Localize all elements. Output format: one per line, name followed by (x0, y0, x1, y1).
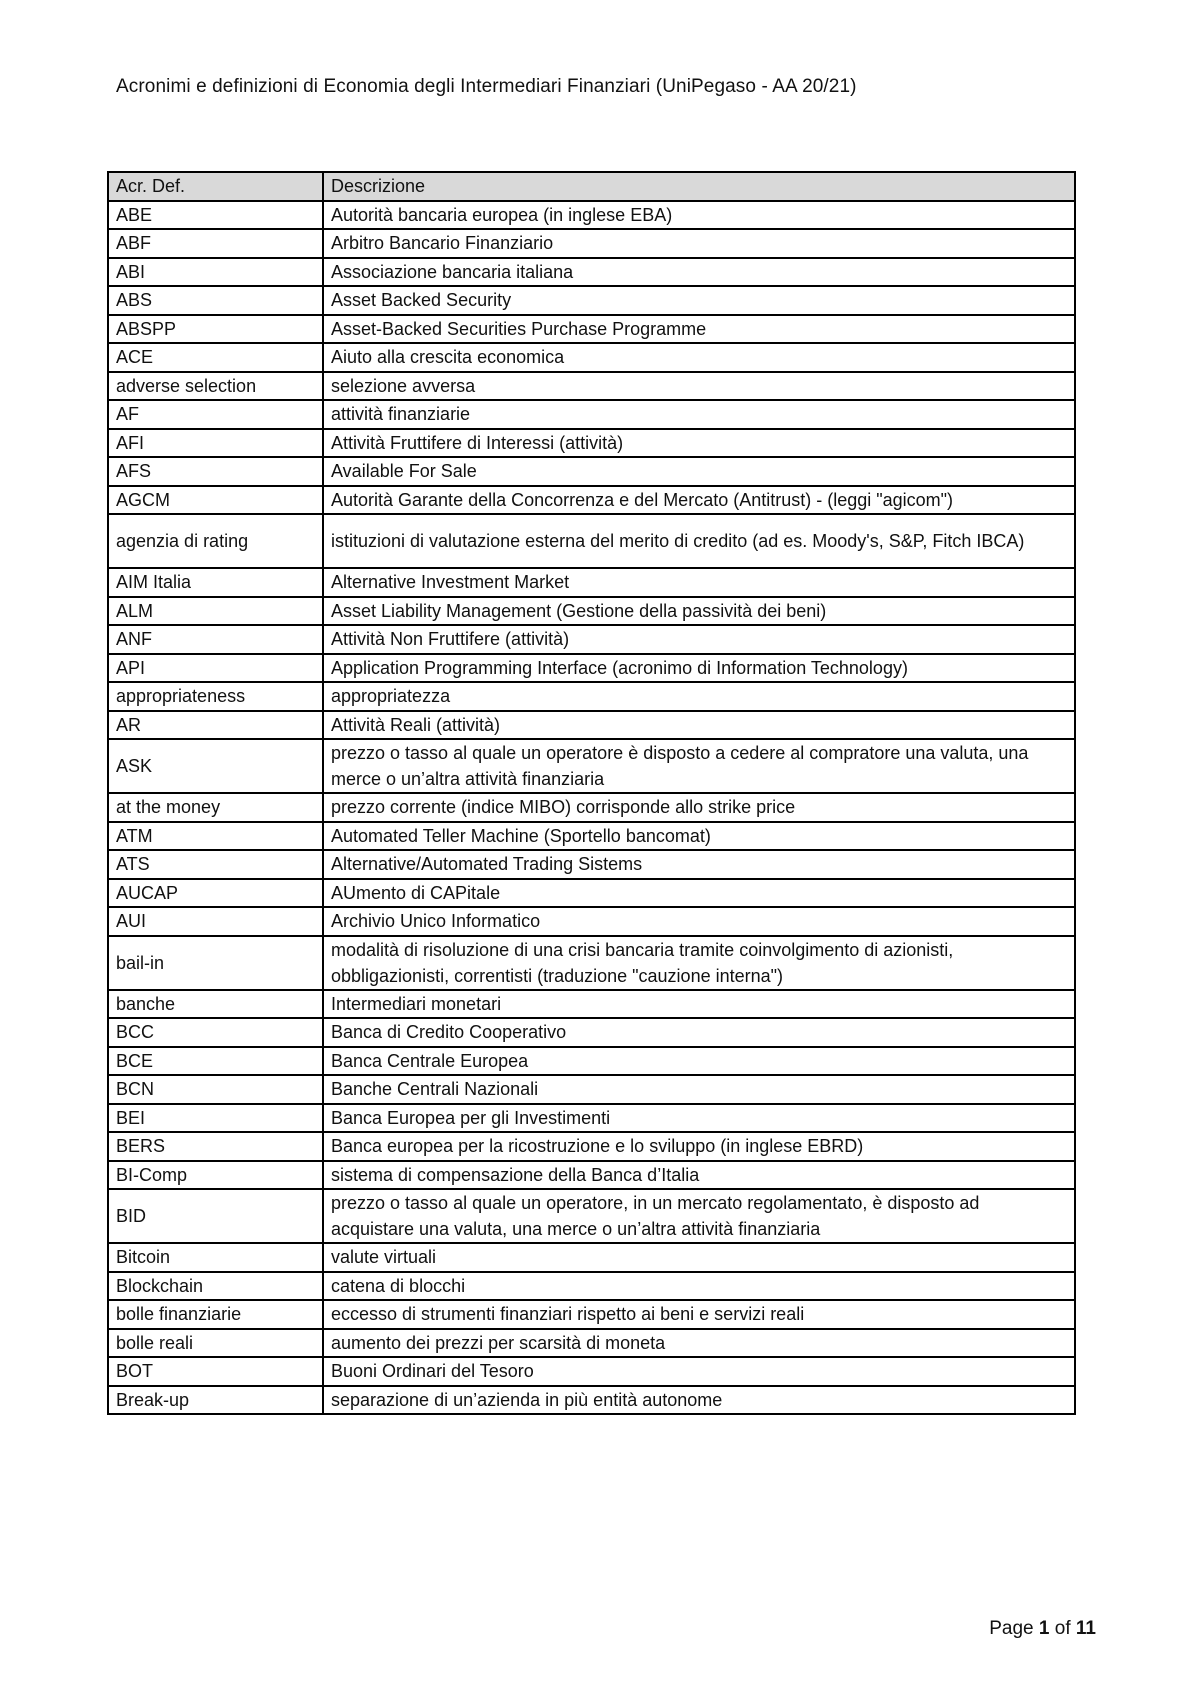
acronym-cell: BI-Comp (108, 1161, 323, 1190)
table-row (108, 682, 1075, 711)
acronym-cell: Break-up (108, 1386, 323, 1415)
table-row (108, 1243, 1075, 1272)
table-row (108, 1272, 1075, 1301)
table-row (108, 568, 1075, 597)
description-cell: Application Programming Interface (acronimo di Information Technology) (323, 654, 1075, 683)
table-row (108, 1386, 1075, 1415)
column-header-description: Descrizione (323, 172, 1075, 201)
acronym-cell: AUI (108, 907, 323, 936)
description-cell: Autorità Garante della Concorrenza e del Mercato (Antitrust) - (leggi "agicom") (323, 486, 1075, 515)
table-row (108, 1357, 1075, 1386)
description-cell: eccesso di strumenti finanziari rispetto ai beni e servizi reali (323, 1300, 1075, 1329)
description-cell: Aiuto alla crescita economica (323, 343, 1075, 372)
table-row (108, 1104, 1075, 1133)
acronym-cell: AFI (108, 429, 323, 458)
acronym-cell: ANF (108, 625, 323, 654)
description-cell: Arbitro Bancario Finanziario (323, 229, 1075, 258)
description-cell: valute virtuali (323, 1243, 1075, 1272)
table-row (108, 258, 1075, 287)
description-cell: Banche Centrali Nazionali (323, 1075, 1075, 1104)
table-row (108, 315, 1075, 344)
description-cell: Attività Non Fruttifere (attività) (323, 625, 1075, 654)
description-cell: appropriatezza (323, 682, 1075, 711)
table-row (108, 201, 1075, 230)
table-row (108, 879, 1075, 908)
description-cell: Buoni Ordinari del Tesoro (323, 1357, 1075, 1386)
page-number: 1 (1038, 1618, 1050, 1639)
table-row (108, 711, 1075, 740)
table-row (108, 739, 1075, 793)
acronym-cell: BERS (108, 1132, 323, 1161)
table-row (108, 850, 1075, 879)
description-cell: separazione di un’azienda in più entità autonome (323, 1386, 1075, 1415)
acronym-cell: ABSPP (108, 315, 323, 344)
description-cell: selezione avversa (323, 372, 1075, 401)
acronym-cell: ATM (108, 822, 323, 851)
description-cell: Banca europea per la ricostruzione e lo sviluppo (in inglese EBRD) (323, 1132, 1075, 1161)
acronym-cell: ABI (108, 258, 323, 287)
table-row (108, 400, 1075, 429)
description-cell: istituzioni di valutazione esterna del merito di credito (ad es. Moody's, S&P, Fitch IBCA) (323, 514, 1075, 568)
table-row (108, 229, 1075, 258)
description-cell: Alternative/Automated Trading Sistems (323, 850, 1075, 879)
acronym-cell: BOT (108, 1357, 323, 1386)
description-cell: sistema di compensazione della Banca d’Italia (323, 1161, 1075, 1190)
column-header-acronym: Acr. Def. (108, 172, 323, 201)
acronym-cell: BCE (108, 1047, 323, 1076)
acronym-cell: AFS (108, 457, 323, 486)
acronym-cell: bail-in (108, 936, 323, 990)
acronym-cell: ATS (108, 850, 323, 879)
table-row (108, 822, 1075, 851)
description-cell: Banca Europea per gli Investimenti (323, 1104, 1075, 1133)
page-indicator (989, 1618, 1096, 1640)
acronym-cell: at the money (108, 793, 323, 822)
of-word: of (1054, 1618, 1071, 1639)
description-cell: Alternative Investment Market (323, 568, 1075, 597)
table-row (108, 1075, 1075, 1104)
description-cell: Banca Centrale Europea (323, 1047, 1075, 1076)
acronym-cell: AIM Italia (108, 568, 323, 597)
description-cell: prezzo o tasso al quale un operatore è disposto a cedere al compratore una valuta, una merce o un’altra attività finanziaria (323, 739, 1075, 793)
acronym-cell: AGCM (108, 486, 323, 515)
table-body (108, 201, 1075, 1415)
acronym-cell: BEI (108, 1104, 323, 1133)
table-row (108, 1329, 1075, 1358)
document-title: Acronimi e definizioni di Economia degli Intermediari Finanziari (UniPegaso - AA 20/21) (116, 76, 857, 97)
acronym-table (107, 171, 1076, 1415)
acronym-cell: ASK (108, 739, 323, 793)
acronym-cell: ABF (108, 229, 323, 258)
description-cell: Available For Sale (323, 457, 1075, 486)
description-cell: Attività Reali (attività) (323, 711, 1075, 740)
description-cell: prezzo o tasso al quale un operatore, in un mercato regolamentato, è disposto ad acquistare una valuta, una merce o un’altra attività finanziaria (323, 1189, 1075, 1243)
description-cell: Banca di Credito Cooperativo (323, 1018, 1075, 1047)
table-row (108, 1018, 1075, 1047)
acronym-cell: Blockchain (108, 1272, 323, 1301)
acronym-cell: agenzia di rating (108, 514, 323, 568)
table-row (108, 597, 1075, 626)
acronym-cell: BCC (108, 1018, 323, 1047)
description-cell: modalità di risoluzione di una crisi bancaria tramite coinvolgimento di azionisti, obbligazionisti, correntisti (traduzione "cauzione interna") (323, 936, 1075, 990)
table-row (108, 286, 1075, 315)
acronym-cell: AUCAP (108, 879, 323, 908)
table-row (108, 1047, 1075, 1076)
acronym-cell: API (108, 654, 323, 683)
description-cell: attività finanziarie (323, 400, 1075, 429)
table-row (108, 372, 1075, 401)
acronym-cell: BCN (108, 1075, 323, 1104)
table-row (108, 625, 1075, 654)
table-row (108, 654, 1075, 683)
description-cell: catena di blocchi (323, 1272, 1075, 1301)
table-row (108, 1300, 1075, 1329)
acronym-cell: bolle reali (108, 1329, 323, 1358)
acronym-cell: adverse selection (108, 372, 323, 401)
description-cell: AUmento di CAPitale (323, 879, 1075, 908)
acronym-cell: appropriateness (108, 682, 323, 711)
acronym-cell: ACE (108, 343, 323, 372)
page-total: 11 (1075, 1618, 1096, 1639)
table-row (108, 1189, 1075, 1243)
table-header (108, 172, 1075, 201)
description-cell: Asset Liability Management (Gestione della passività dei beni) (323, 597, 1075, 626)
acronym-cell: banche (108, 990, 323, 1019)
table-row (108, 457, 1075, 486)
page-word: Page (989, 1618, 1034, 1639)
table-row (108, 990, 1075, 1019)
description-cell: aumento dei prezzi per scarsità di moneta (323, 1329, 1075, 1358)
description-cell: Attività Fruttifere di Interessi (attività) (323, 429, 1075, 458)
acronym-cell: bolle finanziarie (108, 1300, 323, 1329)
acronym-cell: BID (108, 1189, 323, 1243)
table-row (108, 514, 1075, 568)
description-cell: Archivio Unico Informatico (323, 907, 1075, 936)
table-row (108, 793, 1075, 822)
acronym-cell: ABS (108, 286, 323, 315)
table-row (108, 1132, 1075, 1161)
description-cell: Asset-Backed Securities Purchase Programme (323, 315, 1075, 344)
description-cell: Intermediari monetari (323, 990, 1075, 1019)
table-row (108, 1161, 1075, 1190)
acronym-cell: AF (108, 400, 323, 429)
description-cell: Automated Teller Machine (Sportello bancomat) (323, 822, 1075, 851)
table-row (108, 486, 1075, 515)
table-header-row (108, 172, 1075, 201)
table-row (108, 936, 1075, 990)
acronym-cell: ABE (108, 201, 323, 230)
description-cell: Associazione bancaria italiana (323, 258, 1075, 287)
table-row (108, 343, 1075, 372)
description-cell: Autorità bancaria europea (in inglese EBA) (323, 201, 1075, 230)
acronym-cell: ALM (108, 597, 323, 626)
acronym-cell: AR (108, 711, 323, 740)
table-row (108, 429, 1075, 458)
table-row (108, 907, 1075, 936)
description-cell: prezzo corrente (indice MIBO) corrisponde allo strike price (323, 793, 1075, 822)
acronym-cell: Bitcoin (108, 1243, 323, 1272)
description-cell: Asset Backed Security (323, 286, 1075, 315)
